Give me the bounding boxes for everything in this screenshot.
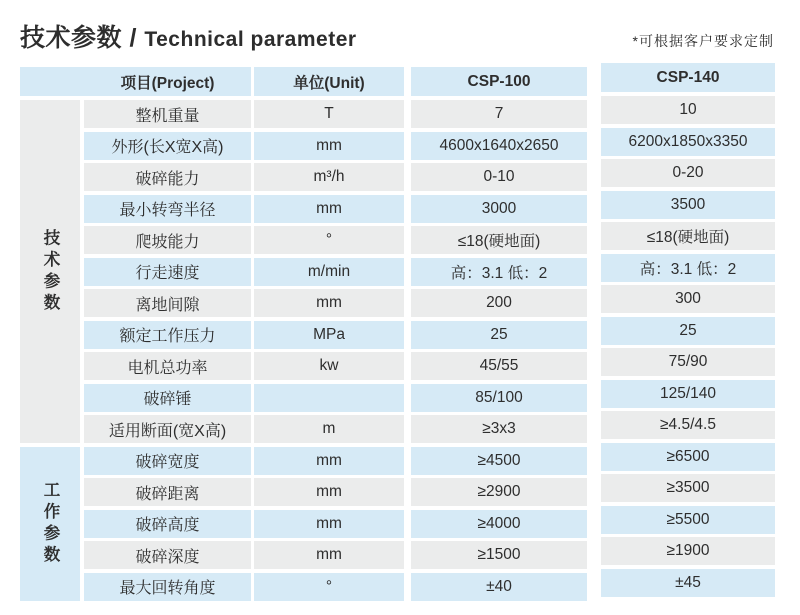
unit-cell: m [254,415,404,443]
csp140-header-cell: CSP-140 [601,63,775,92]
csp100-value-cell: ≤18(硬地面) [411,226,587,254]
csp100-value-cell: 45/55 [411,352,587,380]
param-name-cell: 适用断面(宽X高) [84,415,251,443]
parameter-name-column [84,100,251,604]
csp100-header-cell: CSP-100 [411,67,587,96]
unit-cell: m³/h [254,163,404,191]
csp140-cells [601,96,775,600]
csp100-value-cell: ≥3x3 [411,415,587,443]
csp100-value-cell: 4600x1640x2650 [411,132,587,160]
param-name-cell: 最大回转角度 [84,573,251,601]
csp100-value-cell: 85/100 [411,384,587,412]
parameter-table [0,67,800,604]
param-name-cell: 外形(长X宽X高) [84,132,251,160]
unit-cell: T [254,100,404,128]
csp100-value-cell: 高：3.1 低：2 [411,258,587,286]
param-name-cell: 电机总功率 [84,352,251,380]
unit-header-cell: 单位(Unit) [254,67,404,96]
csp100-value-cell: 25 [411,321,587,349]
param-name-cell: 破碎深度 [84,541,251,569]
unit-cells [254,100,404,604]
unit-cell: m/min [254,258,404,286]
csp140-value-cell: ≥3500 [601,474,775,502]
csp140-value-cell: ≥1900 [601,537,775,565]
project-body [20,100,251,604]
param-name-cell: 破碎锤 [84,384,251,412]
csp140-value-cell: 25 [601,317,775,345]
csp140-value-cell: ≥5500 [601,506,775,534]
csp140-value-cell: ≥6500 [601,443,775,471]
unit-cell [254,384,404,412]
param-name-cell: 破碎能力 [84,163,251,191]
unit-cell: mm [254,289,404,317]
csp140-value-cell: ±45 [601,569,775,597]
group-label-technical: 技术参数 [20,100,80,443]
unit-cell: mm [254,510,404,538]
csp100-value-cell: 0-10 [411,163,587,191]
page-title-zh: 技术参数 [20,24,123,52]
csp100-value-cell: ≥4500 [411,447,587,475]
unit-column [254,67,404,604]
param-name-cell: 行走速度 [84,258,251,286]
csp100-value-cell: 7 [411,100,587,128]
title-divider: / [122,24,145,52]
param-name-cell: 整机重量 [84,100,251,128]
customization-note: *可根据客户要求定制 [632,33,774,49]
group-label-working: 工作参数 [20,447,80,601]
csp100-value-cell: 3000 [411,195,587,223]
csp100-cells [411,100,587,604]
param-name-cell: 离地间隙 [84,289,251,317]
csp100-value-cell: ≥2900 [411,478,587,506]
unit-cell: kw [254,352,404,380]
param-name-cell: 爬坡能力 [84,226,251,254]
unit-cell: mm [254,447,404,475]
project-header-cell: 项目(Project) [20,67,251,96]
csp140-column [601,63,775,600]
unit-cell: MPa [254,321,404,349]
csp140-value-cell: 6200x1850x3350 [601,128,775,156]
csp100-column [411,67,587,604]
unit-cell: ° [254,573,404,601]
csp140-value-cell: 3500 [601,191,775,219]
csp140-value-cell: 10 [601,96,775,124]
param-name-cell: 破碎宽度 [84,447,251,475]
csp140-value-cell: ≥4.5/4.5 [601,411,775,439]
unit-cell: mm [254,132,404,160]
page-title-en: Technical parameter [144,28,357,51]
csp140-value-cell: 0-20 [601,159,775,187]
param-name-cell: 破碎高度 [84,510,251,538]
csp100-value-cell: 200 [411,289,587,317]
csp100-value-cell: ≥4000 [411,510,587,538]
param-name-cell: 最小转弯半径 [84,195,251,223]
project-section [20,67,251,604]
csp140-value-cell: 300 [601,285,775,313]
unit-cell: mm [254,541,404,569]
page-title [20,18,357,54]
unit-cell: mm [254,195,404,223]
csp140-value-cell: 高：3.1 低：2 [601,254,775,282]
csp100-value-cell: ≥1500 [411,541,587,569]
group-label-column [20,100,80,604]
csp140-value-cell: 125/140 [601,380,775,408]
param-name-cell: 额定工作压力 [84,321,251,349]
param-name-cell: 破碎距离 [84,478,251,506]
csp140-value-cell: 75/90 [601,348,775,376]
csp100-value-cell: ±40 [411,573,587,601]
csp140-value-cell: ≤18(硬地面) [601,222,775,250]
title-row [0,0,800,67]
unit-cell: ° [254,226,404,254]
unit-cell: mm [254,478,404,506]
